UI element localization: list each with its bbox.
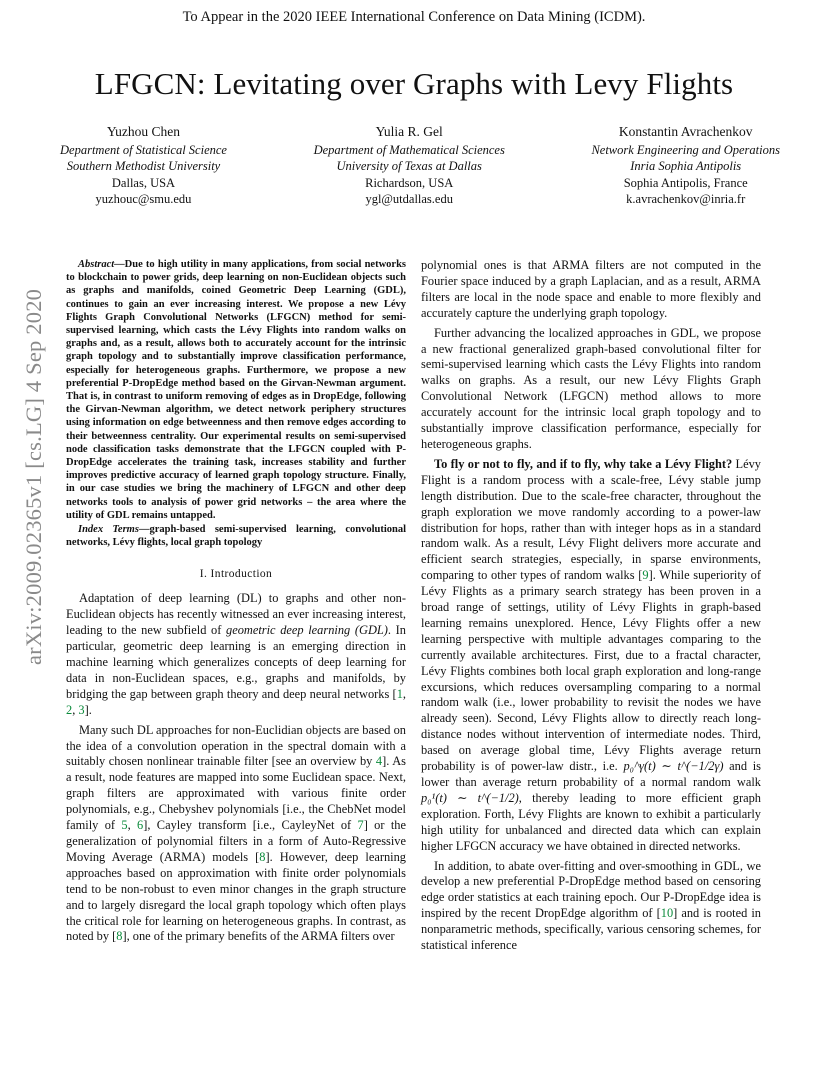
author-email: ygl@utdallas.edu — [365, 192, 453, 206]
author-1 — [60, 124, 227, 208]
author-location: Richardson, USA — [365, 175, 454, 190]
author-name: Konstantin Avrachenkov — [618, 124, 753, 139]
abstract-label: Abstract — [78, 259, 115, 270]
intro-paragraph-1: Adaptation of deep learning (DL) to graphs and other non-Euclidean objects has recently witnessed an ever increasing interest, leading to the new subfield of geometric deep learning (GDL). In particular, geometric deep learning is an emerging direction in machine learning which generalizes concepts of deep learning for data in non-Euclidean spaces, e.g., graphs and manifolds, by bridging the gap between graph theory and deep neural networks [1, 2, 3]. — [66, 591, 406, 717]
citation-link[interactable]: 7 — [357, 818, 364, 833]
arxiv-identifier: arXiv:2009.02365v1 [cs.LG] 4 Sep 2020 — [21, 288, 46, 665]
author-location: Dallas, USA — [111, 175, 176, 190]
math-formula: p₀¹(t) ∼ t^(−1/2) — [421, 790, 519, 805]
index-terms-label: Index Terms — [78, 524, 139, 536]
math-formula: p₀^γ(t) ∼ t^(−1/2γ) — [623, 759, 724, 774]
conference-header: To Appear in the 2020 IEEE International Conference on Data Mining (ICDM). — [182, 9, 646, 25]
paper-title: LFGCN: Levitating over Graphs with Levy Flights — [94, 66, 734, 101]
body-paragraph-3: To fly or not to fly, and if to fly, why take a Lévy Flight? Lévy Flight is a random process with a scale-free, Lévy stable jump length distribution. Due to the scale-free character, throughout the graph exploration we move randomly according to a power-law distribution for hops, rather than with integer hops as in a standard random walk. As a result, Lévy Flight delivers more accurate and efficient search strategies, especially, in sparse environments, comparing to other types of random walks [9]. While superiority of Lévy Flights as a primary search strategy has been proven in a broad range of settings, utility of Lévy Flights in graph-based learning remains unexplored. Hence, Lévy Flights offer a new learning perspective with multiple advantages comparing to the currently available architectures. First, due to a fractal character, Lévy Flights combines both local graph exploration and long-range excursions, which reduces oversampling comparing to a normal random walk (i.e., lower probability to revisit the nodes we have already seen). Second, Lévy Flights allow to directly reach long-distance nodes without intervention of intermediate nodes. Third, based on average global time, Lévy Flights average return probability is of power-law distr., i.e. p₀^γ(t) ∼ t^(−1/2γ) and is lower than average return probability of a normal random walk p₀¹(t) ∼ t^(−1/2), thereby leading to more efficient graph exploration. Forth, Lévy Flights are known to exhibit a particularly high utility for unbalanced and directed data which can explain higher LFGCN accuracy we have obtained in directed networks. — [421, 456, 762, 853]
citation-link[interactable]: 8 — [116, 929, 123, 944]
citation-link[interactable]: 9 — [642, 568, 649, 583]
author-department: Department of Mathematical Sciences — [313, 142, 505, 157]
author-institution: University of Texas at Dallas — [336, 159, 482, 173]
author-institution: Southern Methodist University — [66, 159, 221, 173]
author-block — [60, 124, 780, 208]
right-column — [421, 258, 761, 954]
citation-link[interactable]: 10 — [660, 906, 674, 921]
author-department: Department of Statistical Science — [60, 142, 227, 157]
citation-link[interactable]: 8 — [259, 849, 266, 864]
body-paragraph-2: Further advancing the localized approaches in GDL, we propose a new fractional generalized graph-based convolutional filter for semi-supervised learning which casts the Lévy Flights into random walks on graphs. As a result, our new Lévy Flights Graph Convolutional Network (LFGCN) method allows to more accurately account for the intrinsic local graph topology and to substantially improve classification performance, especially for heterogeneous graphs. — [421, 325, 761, 451]
index-terms — [66, 523, 406, 549]
body-paragraph-1: polynomial ones is that ARMA filters are not computed in the Fourier space induced by a graph Laplacian, and as a result, ARMA filters are local in the node space and enable to more flexibly and accurately capture the underlying graph topology. — [421, 258, 761, 320]
author-name: Yuzhou Chen — [106, 124, 181, 139]
author-name: Yulia R. Gel — [375, 124, 443, 139]
author-2 — [314, 124, 505, 208]
author-department: Network Engineering and Operations — [591, 142, 780, 157]
abstract-text: —Due to high utility in many applications, from social networks to blockchain to power grids, deep learning on non-Euclidean objects such as graphs and manifolds, coined Geometric Deep Learning (GDL), continues to gain an ever increasing interest. We propose a new Lévy Flights Graph Convolutional Networks (LFGCN) method for semi-supervised learning, which casts the Lévy Flights into random walks on graphs and, as a result, allows both to accurately account for the intrinsic graph topology and to substantially improve classification performance, especially for heterogeneous graphs. Furthermore, we propose a new preferential P-DropEdge method based on the Girvan-Newman argument. That is, in contrast to uniform removing of edges as in DropEdge, following the Girvan-Newman algorithm, we detect network periphery structures using information on edge betweenness and then remove edges according to their betweenness centrality. Our experimental results on semi-supervised node classification tasks demonstrate that the LFGCN coupled with P-DropEdge accelerates the training task, increases stability and further improves predictive accuracy of learned graph topology structure. Finally, in our case studies we bring the machinery of LFGCN and other deep networks tools to analysis of power grid networks – the area where the utility of GDL remains untapped. — [66, 259, 406, 521]
citation-link[interactable]: 5 — [121, 818, 128, 833]
citation-link[interactable]: 4 — [375, 754, 383, 769]
citation-link[interactable]: 3 — [78, 702, 85, 717]
author-location: Sophia Antipolis, France — [623, 175, 748, 190]
section-heading: I. Introduction — [199, 568, 273, 581]
left-column — [66, 258, 406, 945]
citation-link[interactable]: 2 — [66, 702, 73, 717]
intro-paragraph-2: Many such DL approaches for non-Euclidian objects are based on the idea of a convolution operation in the spectral domain with a suitably chosen nonlinear trainable filter [see an overview by 4]. As a result, node features are mapped into some Euclidean space. Next, graph filters are approximated with various finite order polynomials, e.g., Chebyshev polynomials [i.e., the ChebNet model family of 5, 6], Cayley transform [i.e., CayleyNet of 7] or the generalization of polynomial filters in a form of Auto-Regressive Moving Average (ARMA) models [8]. However, deep learning approaches based on approximation with finite order polynomials tend to be non-robust to even minor changes in the graph structure and to largely disregard the local graph topology which often plays the critical role for learning on heterogeneous graphs. In contrast, as noted by [8], one of the primary benefits of the ARMA filters over — [66, 722, 406, 944]
body-paragraph-4: In addition, to abate over-fitting and over-smoothing in GDL, we develop a new preferential P-DropEdge method based on censoring edge order statistics at each training epoch. Our P-DropEdge idea is inspired by the recent DropEdge algorithm of [10] and is rooted in nonparametric methods, specifically, various censoring schemes, for statistical inference — [421, 858, 761, 953]
author-3 — [591, 124, 780, 208]
author-email: yuzhouc@smu.edu — [95, 192, 192, 206]
author-institution: Inria Sophia Antipolis — [630, 159, 742, 173]
citation-link[interactable]: 6 — [137, 818, 144, 833]
index-terms-text: —graph-based semi-supervised learning, convolutional networks, Lévy flights, local graph topology — [66, 524, 406, 549]
citation-link[interactable]: 1 — [396, 686, 403, 701]
abstract — [66, 258, 406, 522]
author-email: k.avrachenkov@inria.fr — [626, 192, 746, 206]
